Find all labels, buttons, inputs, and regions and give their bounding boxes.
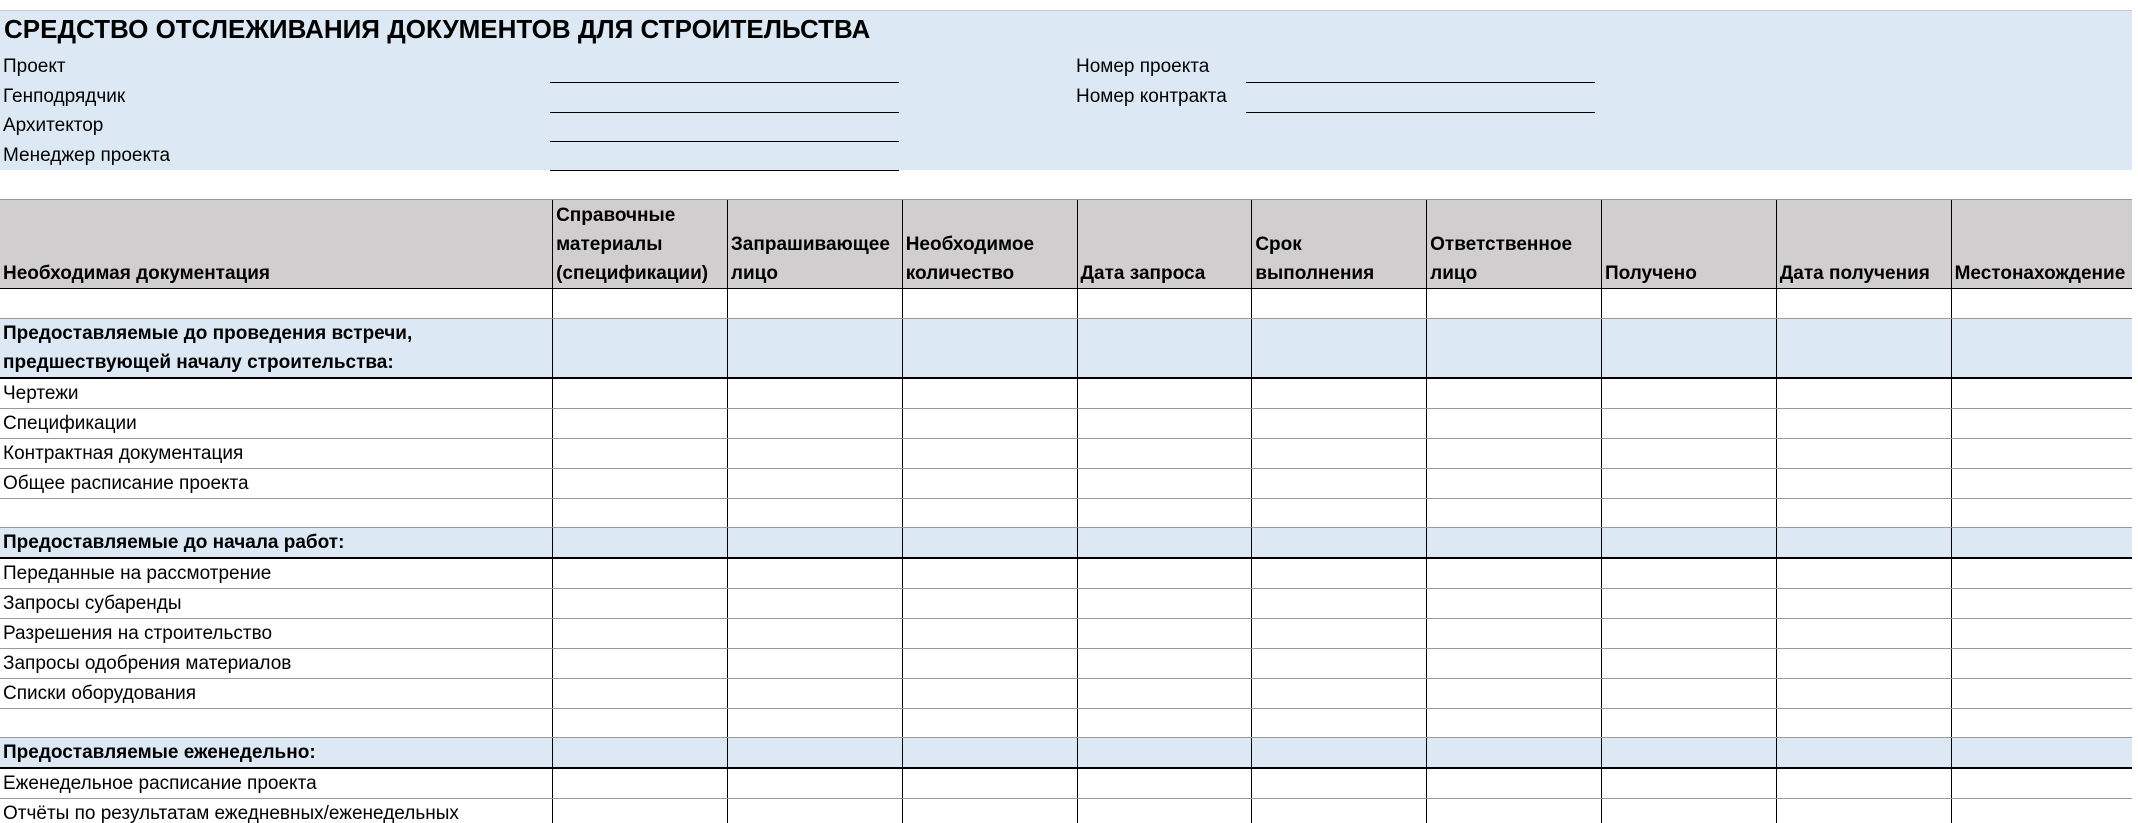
table-row: [0, 469, 2132, 499]
document-name-cell[interactable]: Разрешения на строительство: [0, 619, 553, 649]
column-header-required-quantity: Необходимое количество: [902, 200, 1077, 289]
document-name-cell[interactable]: Спецификации: [0, 409, 553, 439]
table-row-empty: [0, 499, 2132, 528]
column-header-row: [0, 200, 2132, 289]
contract-number-input-line[interactable]: [1246, 112, 1595, 113]
document-name-cell[interactable]: Переданные на рассмотрение: [0, 558, 553, 589]
column-header-required-docs: Необходимая документация: [0, 200, 553, 289]
column-header-location: Местонахождение: [1951, 200, 2132, 289]
general-contractor-input-line[interactable]: [550, 112, 899, 113]
table-row: [0, 799, 2132, 823]
section-title[interactable]: Предоставляемые еженедельно:: [0, 738, 553, 769]
project-manager-label: Менеджер проекта: [3, 145, 171, 166]
table-row: [0, 409, 2132, 439]
document-name-cell[interactable]: Общее расписание проекта: [0, 469, 553, 499]
table-row: [0, 619, 2132, 649]
top-border-line: [0, 10, 2132, 11]
architect-input-line[interactable]: [550, 141, 899, 142]
table-row: [0, 768, 2132, 799]
document-name-cell[interactable]: Отчёты по результатам ежедневных/еженедельных: [0, 799, 553, 823]
document-name-cell[interactable]: Запросы субаренды: [0, 589, 553, 619]
table-row: [0, 679, 2132, 709]
table-row: [0, 558, 2132, 589]
column-header-request-date: Дата запроса: [1077, 200, 1252, 289]
contract-number-label: Номер контракта: [1076, 86, 1227, 107]
table-row: [0, 378, 2132, 409]
column-header-received: Получено: [1601, 200, 1776, 289]
document-name-cell[interactable]: Еженедельное расписание проекта: [0, 768, 553, 799]
column-header-receipt-date: Дата получения: [1776, 200, 1951, 289]
document-name-cell[interactable]: Запросы одобрения материалов: [0, 649, 553, 679]
section-row-weekly: [0, 738, 2132, 769]
page-title: СРЕДСТВО ОТСЛЕЖИВАНИЯ ДОКУМЕНТОВ ДЛЯ СТРОИТЕЛЬСТВА: [4, 14, 871, 44]
document-name-cell[interactable]: Контрактная документация: [0, 439, 553, 469]
project-number-input-line[interactable]: [1246, 82, 1595, 83]
project-input-line[interactable]: [550, 82, 899, 83]
general-contractor-label: Генподрядчик: [3, 86, 126, 107]
project-number-label: Номер проекта: [1076, 56, 1210, 77]
section-row-pre-construction-meeting: [0, 319, 2132, 379]
document-name-cell[interactable]: Чертежи: [0, 378, 553, 409]
architect-label: Архитектор: [3, 115, 104, 136]
spacer-row: [0, 289, 2132, 319]
document-name-cell[interactable]: Списки оборудования: [0, 679, 553, 709]
section-row-before-work-start: [0, 528, 2132, 559]
column-header-requester: Запрашивающее лицо: [727, 200, 902, 289]
table-row-empty: [0, 709, 2132, 738]
section-title[interactable]: Предоставляемые до проведения встречи, предшествующей началу строительства:: [0, 319, 553, 379]
table-row: [0, 649, 2132, 679]
table-row: [0, 589, 2132, 619]
project-manager-input-line[interactable]: [550, 170, 899, 171]
section-title[interactable]: Предоставляемые до начала работ:: [0, 528, 553, 559]
document-tracker-table: [0, 199, 2132, 823]
column-header-reference-materials: Справочные материалы (спецификации): [553, 200, 728, 289]
column-header-responsible: Ответственное лицо: [1427, 200, 1602, 289]
project-label: Проект: [3, 56, 66, 77]
table-row: [0, 439, 2132, 469]
column-header-due-date: Срок выполнения: [1252, 200, 1427, 289]
